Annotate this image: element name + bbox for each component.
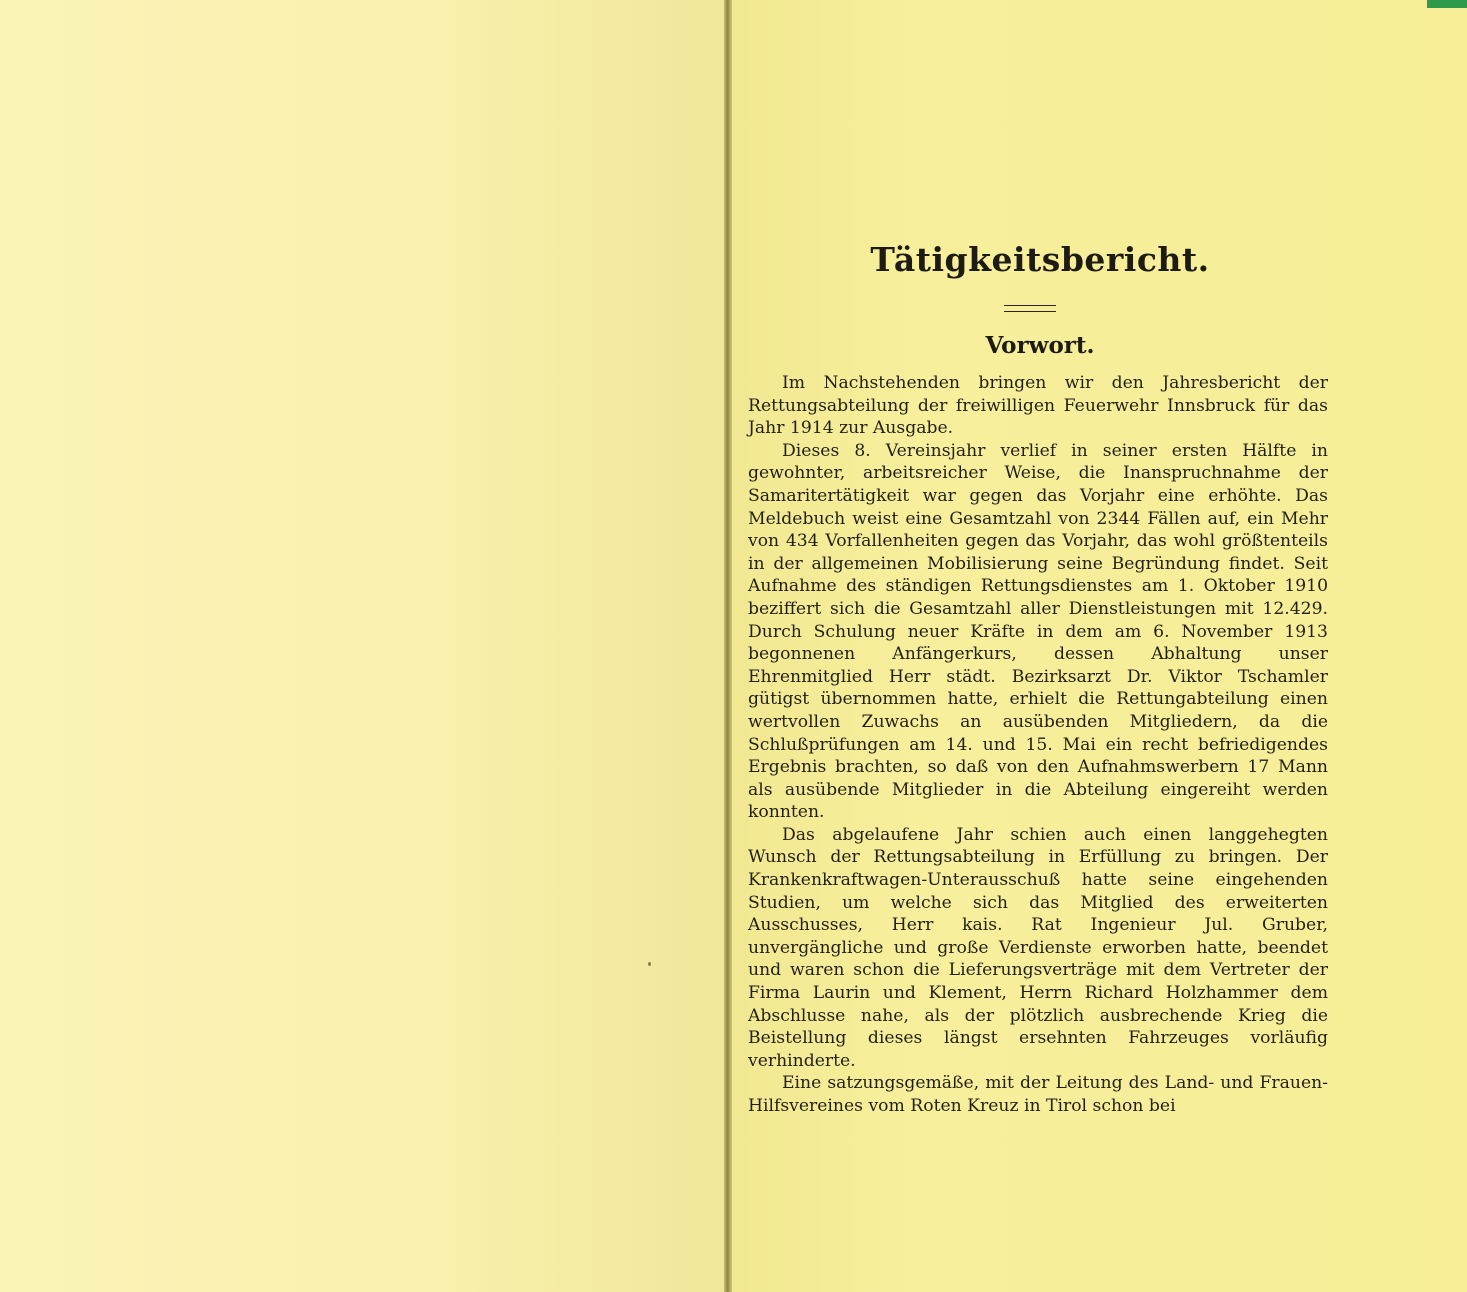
- page-title: Tätigkeitsbericht.: [870, 240, 1210, 279]
- paper-speck: [648, 962, 651, 966]
- section-heading: Vorwort.: [985, 332, 1095, 359]
- left-page-blank: [0, 0, 726, 1292]
- paragraph: Im Nachstehenden bringen wir den Jahresbericht der Rettungsabteilung der freiwilligen Feuerwehr Innsbruck für das Jahr 1914 zur Ausgabe.: [748, 373, 1328, 439]
- title-divider: [1004, 305, 1056, 312]
- paragraph: Eine satzungsgemäße, mit der Leitung des Land- und Frauen-Hilfsvereines vom Roten Kreuz in Tirol schon bei: [748, 1073, 1328, 1116]
- paragraph: Das abgelaufene Jahr schien auch einen langgehegten Wunsch der Rettungsabteilung in Erfüllung zu bringen. Der Krankenkraftwagen-Unterausschuß hatte seine eingehenden Studien, um welche sich das Mitglied des erweiterten Ausschusses, Herr kais. Rat Ingenieur Jul. Gruber, unvergängliche und große Verdienste erworben hatte, beendet und waren schon die Lieferungsverträge mit dem Vertreter der Firma Laurin und Klement, Herrn Richard Holzhammer dem Abschlusse nahe, als der plötzlich ausbrechende Krieg die Beistellung dieses längst ersehnten Fahrzeuges vorläufig verhinderte.: [748, 824, 1328, 1071]
- corner-tab: [1427, 0, 1467, 8]
- paragraph: Dieses 8. Vereinsjahr verlief in seiner ersten Hälfte in gewohnter, arbeitsreicher Weise, die Inanspruchnahme der Samaritertätigkeit war gegen das Vorjahr eine erhöhte. Das Meldebuch weist eine Gesamtzahl von 2344 Fällen auf, ein Mehr von 434 Vorfallenheiten gegen das Vorjahr, das wohl größtenteils in der allgemeinen Mobilisierung seine Begründung findet. Seit Aufnahme des ständigen Rettungsdienstes am 1. Oktober 1910 beziffert sich die Gesamtzahl aller Dienstleistungen mit 12.429. Durch Schulung neuer Kräfte in dem am 6. November 1913 begonnenen Anfängerkurs, dessen Abhaltung unser Ehrenmitglied Herr städt. Bezirksarzt Dr. Viktor Tschamler gütigst übernommen hatte, erhielt die Rettungabteilung einen wertvollen Zuwachs an ausübenden Mitgliedern, da die Schlußprüfungen am 14. und 15. Mai ein recht befriedigendes Ergebnis brachten, so daß von den Aufnahmswerbern 17 Mann als ausübende Mitglieder in die Abteilung eingereiht werden konnten.: [748, 440, 1328, 823]
- book-gutter: [724, 0, 732, 1292]
- body-text: [748, 372, 1328, 1118]
